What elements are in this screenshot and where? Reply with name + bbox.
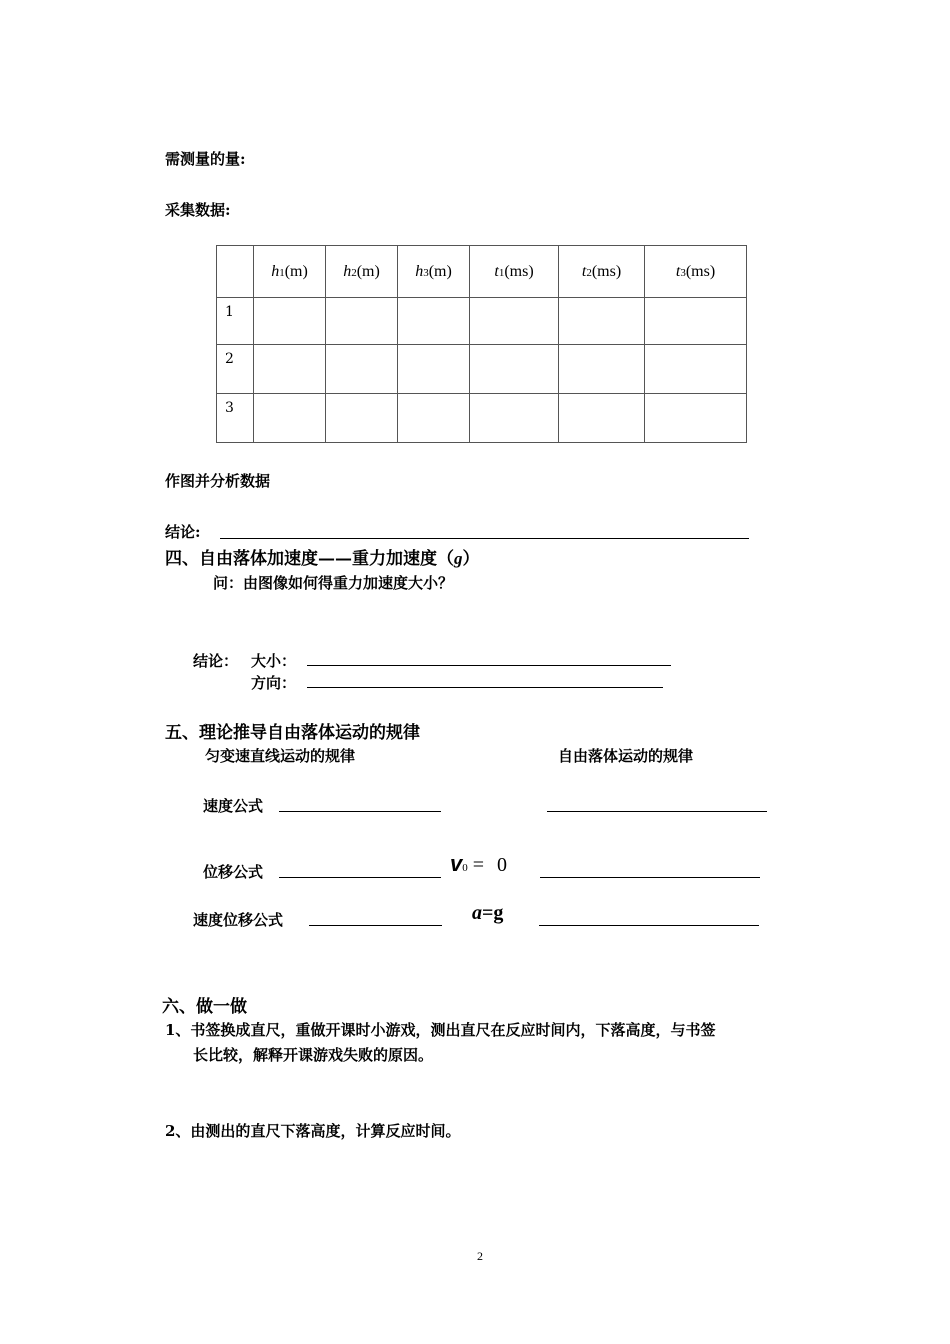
- v0-condition: v0 = 0: [450, 851, 508, 876]
- table-corner-cell: [217, 246, 254, 298]
- table-row: [217, 394, 747, 443]
- header-t3: t3(ms): [645, 246, 747, 298]
- table-row: [217, 298, 747, 345]
- vel-disp-formula-label: 速度位移公式: [193, 911, 284, 929]
- table-row: [217, 345, 747, 394]
- section6-item1-line2: 长比较，解释开课游戏失败的原因。: [193, 1046, 434, 1064]
- velocity-formula-label: 速度公式: [203, 797, 264, 815]
- table-cell[interactable]: [559, 394, 645, 443]
- measure-label: 需测量的量:: [165, 150, 246, 168]
- table-cell[interactable]: [326, 394, 398, 443]
- section4-question: 问：由图像如何得重力加速度大小？: [213, 574, 454, 592]
- header-h3: h3(m): [398, 246, 470, 298]
- velocity-free-fall-blank[interactable]: [547, 811, 767, 812]
- header-h2: h2(m): [326, 246, 398, 298]
- table-cell[interactable]: [326, 298, 398, 345]
- table-cell[interactable]: [559, 345, 645, 394]
- direction-blank[interactable]: [307, 687, 663, 688]
- displacement-free-fall-blank[interactable]: [540, 877, 760, 878]
- vel-disp-free-fall-blank[interactable]: [539, 925, 759, 926]
- table-cell[interactable]: [645, 394, 747, 443]
- row-label: 1: [217, 298, 254, 345]
- magnitude-blank[interactable]: [307, 665, 671, 666]
- section4-title: 四、自由落体加速度——重力加速度（g）: [165, 549, 480, 569]
- left-heading: 匀变速直线运动的规律: [205, 747, 356, 765]
- conclusion-blank[interactable]: [220, 538, 749, 539]
- table-cell[interactable]: [470, 394, 559, 443]
- table-cell[interactable]: [559, 298, 645, 345]
- section4-conclusion-label: 结论：: [193, 652, 239, 670]
- table-cell[interactable]: [470, 345, 559, 394]
- table-cell[interactable]: [398, 345, 470, 394]
- magnitude-label: 大小：: [251, 652, 297, 670]
- velocity-formula-blank[interactable]: [279, 811, 441, 812]
- section6-title: 六、做一做: [162, 997, 247, 1017]
- displacement-formula-blank[interactable]: [279, 877, 441, 878]
- table-cell[interactable]: [470, 298, 559, 345]
- collect-label: 采集数据:: [165, 201, 231, 219]
- right-heading: 自由落体运动的规律: [558, 747, 694, 765]
- section6-item2: 2、由测出的直尺下落高度，计算反应时间。: [165, 1122, 461, 1140]
- table-header-row: [217, 246, 747, 298]
- vel-disp-formula-blank[interactable]: [309, 925, 442, 926]
- row-label: 3: [217, 394, 254, 443]
- table-cell[interactable]: [254, 298, 326, 345]
- table-cell[interactable]: [398, 298, 470, 345]
- header-t1: t1(ms): [470, 246, 559, 298]
- table-cell[interactable]: [254, 345, 326, 394]
- a-condition: a=g: [472, 902, 504, 924]
- table-cell[interactable]: [398, 394, 470, 443]
- table-cell[interactable]: [645, 345, 747, 394]
- data-table: [216, 245, 747, 443]
- section6-item1-line1: 1、书签换成直尺，重做开课时小游戏，测出直尺在反应时间内，下落高度，与书签: [165, 1021, 716, 1039]
- plot-label: 作图并分析数据: [165, 472, 271, 490]
- table-cell[interactable]: [326, 345, 398, 394]
- table-cell[interactable]: [254, 394, 326, 443]
- conclusion-label: 结论:: [165, 523, 201, 541]
- row-label: 2: [217, 345, 254, 394]
- header-t2: t2(ms): [559, 246, 645, 298]
- direction-label: 方向：: [251, 674, 297, 692]
- page-number: 2: [477, 1249, 483, 1263]
- header-h1: h1(m): [254, 246, 326, 298]
- displacement-formula-label: 位移公式: [203, 863, 264, 881]
- table-cell[interactable]: [645, 298, 747, 345]
- section5-title: 五、理论推导自由落体运动的规律: [165, 723, 420, 743]
